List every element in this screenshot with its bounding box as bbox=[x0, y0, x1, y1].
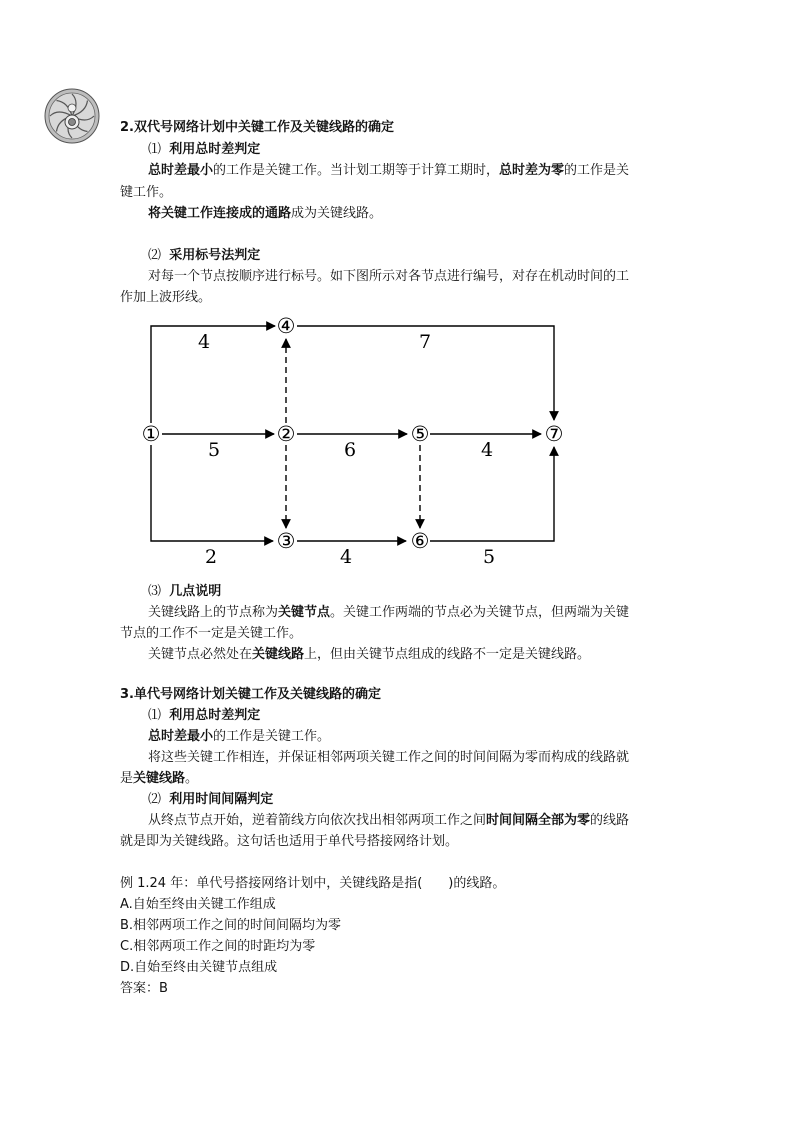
duration-3-6: 4 bbox=[339, 546, 353, 568]
section2-sub2-line2: 作加上波形线。 bbox=[120, 290, 212, 305]
text-run: 的工作是关键工作。 bbox=[213, 729, 331, 744]
duration-1-2: 5 bbox=[207, 439, 221, 461]
example-option-a: A.自始至终由关键工作组成 bbox=[120, 897, 276, 912]
example-question: 例 1.24 年：单代号搭接网络计划中，关键线路是指( )的线路。 bbox=[120, 876, 506, 891]
section3-title: 3.单代号网络计划关键工作及关键线路的确定 bbox=[120, 687, 381, 702]
example-option-d: D.自始至终由关键节点组成 bbox=[120, 960, 278, 975]
arrow-6-7 bbox=[430, 447, 554, 541]
section3-sub2-line1 bbox=[148, 811, 629, 831]
text-run: 。关键工作两端的节点必为关键节点，但两端为关键 bbox=[330, 605, 630, 620]
logo-emblem-icon bbox=[44, 88, 100, 144]
section2-sub3-number: ⑶ bbox=[148, 584, 162, 599]
node-6: ⑥ bbox=[410, 529, 430, 553]
example-option-b: B.相邻两项工作之间的时间间隔均为零 bbox=[120, 918, 342, 933]
duration-6-7: 5 bbox=[482, 546, 496, 568]
duration-2-5: 6 bbox=[343, 439, 357, 461]
duration-1-3: 2 bbox=[204, 546, 218, 568]
section2-sub3-line3 bbox=[148, 645, 590, 665]
node-3: ③ bbox=[276, 529, 296, 553]
section3-sub1-label: 利用总时差判定 bbox=[169, 708, 261, 723]
bold-phrase: 将关键工作连接成的通路 bbox=[148, 206, 292, 221]
section3-sub2-label: 利用时间间隔判定 bbox=[169, 792, 274, 807]
text-run: 的工作是关键工作。当计划工期等于计算工期时， bbox=[213, 163, 500, 178]
bold-phrase: 总时差最小 bbox=[148, 163, 214, 178]
section2-sub1-heading bbox=[148, 140, 260, 160]
section2-sub2-line1: 对每一个节点按顺序进行标号。如下图所示对各节点进行编号，对存在机动时间的工 bbox=[148, 269, 630, 284]
example-option-c: C.相邻两项工作之间的时距均为零 bbox=[120, 939, 316, 954]
node-4: ④ bbox=[276, 314, 296, 338]
section3-sub2-heading bbox=[148, 790, 273, 810]
duration-5-7: 4 bbox=[480, 439, 494, 461]
bold-phrase: 总时差为零 bbox=[499, 163, 565, 178]
node-5: ⑤ bbox=[410, 422, 430, 446]
section2-sub2-label: 采用标号法判定 bbox=[169, 248, 261, 263]
node-2: ② bbox=[276, 422, 296, 446]
arrow-1-4 bbox=[151, 326, 275, 423]
text-run: 的线路 bbox=[590, 813, 630, 828]
text-run: 上，但由关键节点组成的线路不一定是关键线路。 bbox=[304, 647, 591, 662]
text-run: 是 bbox=[120, 771, 134, 786]
text-run: 关键节点必然处在 bbox=[148, 647, 253, 662]
section2-sub1-line1 bbox=[148, 161, 629, 181]
bold-phrase: 关键节点 bbox=[278, 605, 331, 620]
section3-sub1-heading bbox=[148, 706, 260, 726]
section3-sub1-line3 bbox=[120, 769, 198, 789]
section2-sub1-line3 bbox=[148, 204, 382, 224]
bold-phrase: 关键线路 bbox=[133, 771, 186, 786]
text-run: 从终点节点开始，逆着箭线方向依次找出相邻两项工作之间 bbox=[148, 813, 487, 828]
section3-sub1-line2: 将这些关键工作相连，并保证相邻两项关键工作之间的时间间隔为零而构成的线路就 bbox=[148, 750, 630, 765]
section2-sub3-label: 几点说明 bbox=[169, 584, 222, 599]
duration-1-4: 4 bbox=[197, 331, 211, 353]
section2-sub3-line1 bbox=[148, 603, 629, 623]
section2-sub3-line2: 节点的工作不一定是关键工作。 bbox=[120, 626, 303, 641]
section2-title: 2.双代号网络计划中关键工作及关键线路的确定 bbox=[120, 120, 394, 135]
text-run: 的工作是关 bbox=[564, 163, 630, 178]
bold-phrase: 关键线路 bbox=[252, 647, 305, 662]
section2-sub1-label: 利用总时差判定 bbox=[169, 142, 261, 157]
section3-sub2-line2: 就是即为关键线路。这句话也适用于单代号搭接网络计划。 bbox=[120, 834, 459, 849]
text-run: 关键线路上的节点称为 bbox=[148, 605, 279, 620]
section3-sub1-line1 bbox=[148, 727, 330, 747]
section2-sub2-heading bbox=[148, 246, 260, 266]
example-answer: 答案：B bbox=[120, 981, 168, 996]
text-run: 成为关键线路。 bbox=[291, 206, 383, 221]
section2-sub1-number: ⑴ bbox=[148, 142, 162, 157]
bold-phrase: 总时差最小 bbox=[148, 729, 214, 744]
duration-4-7: 7 bbox=[418, 331, 432, 353]
section3-sub1-number: ⑴ bbox=[148, 708, 162, 723]
network-diagram bbox=[130, 310, 590, 570]
text-run: 。 bbox=[185, 771, 199, 786]
bold-phrase: 时间间隔全部为零 bbox=[486, 813, 591, 828]
section2-sub3-heading bbox=[148, 582, 221, 602]
section2-sub1-line2: 键工作。 bbox=[120, 185, 173, 200]
section2-sub2-number: ⑵ bbox=[148, 248, 162, 263]
node-1: ① bbox=[141, 422, 161, 446]
node-7: ⑦ bbox=[544, 422, 564, 446]
section3-sub2-number: ⑵ bbox=[148, 792, 162, 807]
